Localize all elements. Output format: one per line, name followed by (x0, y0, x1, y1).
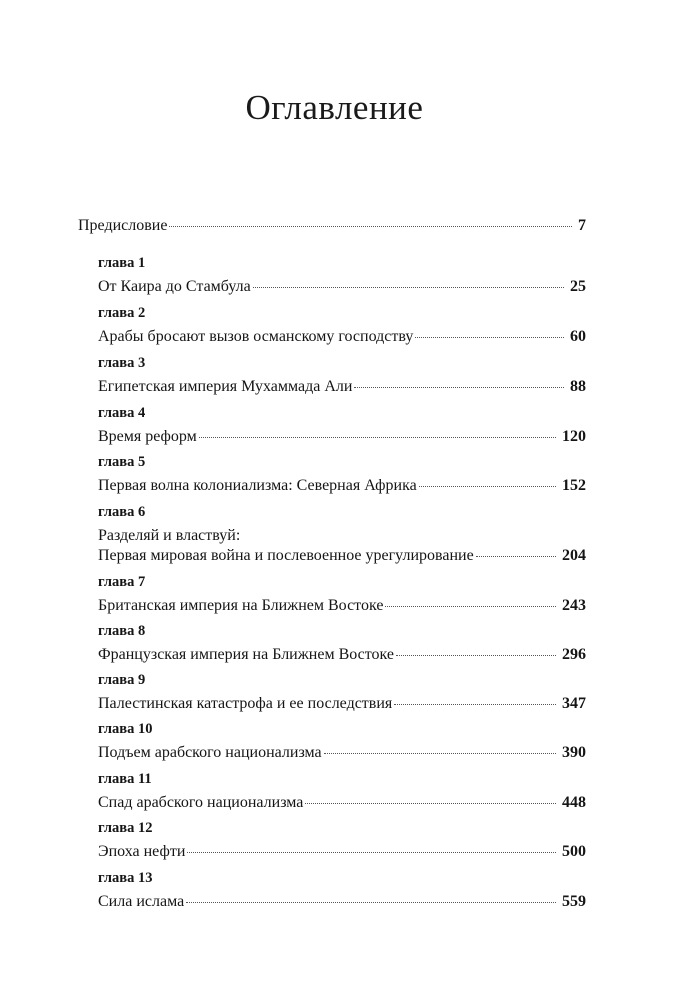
toc-page-number: 60 (570, 328, 586, 345)
toc-page-number: 204 (562, 547, 586, 564)
toc-page-number: 243 (562, 597, 586, 614)
dot-leader (396, 655, 556, 656)
toc-chapter[interactable] (98, 573, 586, 616)
toc-page-number: 347 (562, 695, 586, 712)
toc-entry-preface[interactable] (78, 216, 586, 236)
dot-leader (187, 852, 556, 853)
chapter-label: глава 3 (98, 355, 146, 371)
toc-page-number: 25 (570, 278, 586, 295)
toc-chapter[interactable] (98, 453, 586, 496)
page-title: Оглавление (245, 88, 424, 127)
chapter-title: Британская империя на Ближнем Востоке (98, 597, 384, 614)
toc-chapter[interactable] (98, 869, 586, 912)
dot-leader (415, 337, 564, 338)
chapter-title: Французская империя на Ближнем Востоке (98, 646, 395, 663)
toc-page-number: 296 (562, 646, 586, 663)
chapter-title: Египетская империя Мухаммада Али (98, 378, 353, 395)
chapter-label: глава 1 (98, 255, 146, 271)
toc-chapter[interactable] (98, 503, 586, 566)
chapter-label: глава 12 (98, 820, 153, 836)
toc-page-number: 7 (578, 217, 586, 234)
dot-leader (324, 753, 556, 754)
dot-leader (305, 803, 556, 804)
chapter-title: Спад арабского национализма (98, 794, 304, 811)
dot-leader (394, 704, 556, 705)
toc-page-number: 448 (562, 794, 586, 811)
chapter-label: глава 7 (98, 574, 146, 590)
chapter-label: глава 5 (98, 454, 146, 470)
dot-leader (385, 606, 556, 607)
chapter-label: глава 10 (98, 721, 153, 737)
toc-chapter[interactable] (98, 354, 586, 397)
chapter-title: Эпоха нефти (98, 843, 186, 860)
dot-leader (253, 287, 564, 288)
chapter-label: глава 4 (98, 405, 146, 421)
toc-page-number: 88 (570, 378, 586, 395)
chapter-label: глава 2 (98, 305, 146, 321)
dot-leader (419, 486, 556, 487)
toc-chapter[interactable] (98, 770, 586, 813)
toc-page-number: 559 (562, 893, 586, 910)
chapter-label: глава 13 (98, 870, 153, 886)
toc-page-number: 500 (562, 843, 586, 860)
chapter-label: глава 9 (98, 672, 146, 688)
chapter-title: Разделяй и властвуй: (98, 527, 241, 544)
toc-chapter[interactable] (98, 819, 586, 862)
chapter-title: Сила ислама (98, 893, 185, 910)
toc-chapter[interactable] (98, 404, 586, 447)
dot-leader (169, 226, 572, 227)
chapter-label: глава 8 (98, 623, 146, 639)
chapter-title: Время реформ (98, 428, 197, 445)
chapter-title: Подъем арабского национализма (98, 744, 322, 761)
chapter-title: Первая волна колониализма: Северная Африка (98, 477, 417, 494)
dot-leader (199, 437, 556, 438)
toc-page-number: 120 (562, 428, 586, 445)
dot-leader (354, 387, 564, 388)
chapter-label: глава 11 (98, 771, 152, 787)
chapter-label: глава 6 (98, 504, 146, 520)
toc-chapter[interactable] (98, 622, 586, 665)
chapter-title: Первая мировая война и послевоенное урегулирование (98, 547, 474, 564)
toc-chapter[interactable] (98, 671, 586, 714)
chapter-title: Палестинская катастрофа и ее последствия (98, 695, 393, 712)
toc-entry-title: Предисловие (78, 217, 168, 234)
toc-chapter[interactable] (98, 254, 586, 297)
toc-page-number: 152 (562, 477, 586, 494)
toc-page-number: 390 (562, 744, 586, 761)
chapter-title: Арабы бросают вызов османскому господству (98, 328, 414, 345)
toc-chapter[interactable] (98, 304, 586, 347)
chapter-title: От Каира до Стамбула (98, 278, 251, 295)
dot-leader (186, 902, 556, 903)
dot-leader (476, 556, 556, 557)
toc-chapter[interactable] (98, 720, 586, 763)
